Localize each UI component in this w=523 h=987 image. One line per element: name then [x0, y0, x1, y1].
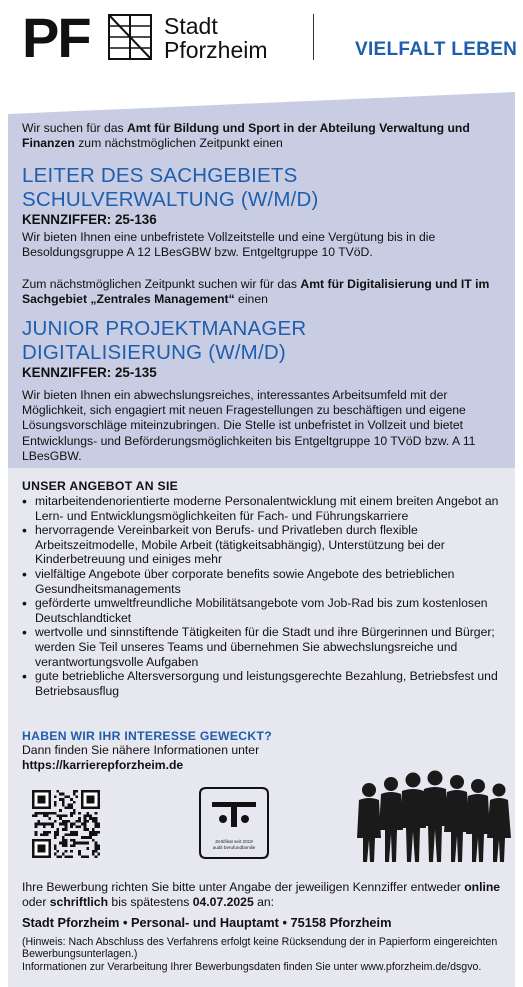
job1-title — [22, 164, 506, 212]
header-divider — [313, 14, 314, 60]
job2-intro — [22, 277, 506, 307]
job1-title-line1: LEITER DES SACHGEBIETS — [22, 164, 298, 187]
apply-text-post: an: — [253, 895, 275, 909]
certificate-line2: audit berufundfamilie — [212, 845, 256, 850]
job2-kennziffer: KENNZIFFER: 25-135 — [22, 365, 157, 380]
city-name-line2: Pforzheim — [164, 37, 268, 63]
privacy-notice: Informationen zur Verarbeitung Ihrer Bewerbungsdaten finden Sie unter www.pforzheim.de/dsgvo. — [22, 961, 482, 973]
job1-title-line2: SCHULVERWALTUNG (W/M/D) — [22, 188, 319, 211]
benefits-list — [22, 494, 506, 698]
business-people-silhouette-icon — [355, 768, 513, 864]
page-header — [0, 0, 523, 92]
city-logo-icon — [108, 14, 152, 60]
apply-until: bis spätestens — [108, 895, 193, 909]
slogan: VIELFALT LEBEN — [355, 39, 518, 60]
job2-department: Amt für Digitalisierung und IT im Sachgebiet „Zentrales Management“ — [22, 277, 490, 307]
list-item: • vielfältige Angebote über corporate benefits sowie Angebote des betrieblichen Gesundheitsmanagements — [22, 567, 506, 596]
apply-written: schriftlich — [49, 895, 109, 909]
job2-title — [22, 317, 506, 365]
interest-text: Dann finden Sie nähere Informationen unter — [22, 743, 260, 757]
job2-title-line1: JUNIOR PROJEKTMANAGER — [22, 317, 307, 340]
job1-intro-post: zum nächstmöglichen Zeitpunkt einen — [74, 136, 283, 151]
job2-title-line2: DIGITALISIERUNG (W/M/D) — [22, 341, 286, 364]
job1-department: Amt für Bildung und Sport in der Abteilung Verwaltung und Finanzen — [22, 121, 470, 151]
apply-oder: oder — [22, 895, 50, 909]
list-item: • geförderte umweltfreundliche Mobilitätsangebote vom Job-Rad bis zum kostenlosen Deutschlandticket — [22, 596, 506, 625]
qr-code-icon[interactable] — [32, 790, 100, 858]
list-item: • hervorragende Vereinbarkeit von Berufs- und Privatleben durch flexible Arbeitszeitmodelle, Mobile Arbeit (tätigkeitsabhängig), Unterstützung bei der Kinderbetreuung und einiges mehr — [22, 523, 506, 567]
job2-description: Wir bieten Ihnen ein abwechslungsreiches, interessantes Arbeitsumfeld mit der Möglichkeit, sich engagiert mit neuen Fragestellungen zu beschäftigen und eigene Lösungsvorschläge miteinzubringen. Die Stelle ist unbefristet in Vollzeit und bietet Entwicklungs- und Beförderungsmöglichkeiten bis Entgeltgruppe 10 TVöD bzw. A 11 LBesGBW. — [22, 388, 476, 463]
logo-pf-text: PF — [22, 6, 90, 69]
certificate-line1: Zertifikat seit 2018 — [215, 839, 253, 844]
apply-text-pre: Ihre Bewerbung richten Sie bitte unter Angabe der jeweiligen Kennziffer entweder — [22, 880, 465, 894]
job2-intro-post: einen — [234, 292, 268, 307]
city-name — [164, 14, 268, 62]
job1-intro — [22, 121, 506, 151]
list-item: • wertvolle und sinnstiftende Tätigkeiten für die Stadt und ihre Bürgerinnen und Bürger; werden Sie Teil unseres Teams und übernehmen Sie abwechslungsreiche und verantwortungsvolle Aufgaben — [22, 625, 506, 669]
apply-instructions — [22, 880, 506, 910]
interest-heading: HABEN WIR IHR INTERESSE GEWECKT? — [22, 729, 272, 743]
job1-intro-pre: Wir suchen für das — [22, 121, 127, 135]
list-item: • mitarbeitendenorientierte moderne Personalentwicklung mit einem breiten Angebot an Lern- und Entwicklungsmöglichkeiten für Fach- und Führungskarriere — [22, 494, 506, 523]
list-item: • gute betriebliche Altersversorgung und leistungsgerechte Bezahlung, Betriebsfest und Betriebsausflug — [22, 669, 506, 698]
apply-deadline: 04.07.2025 — [192, 895, 254, 909]
apply-online: online — [464, 880, 501, 894]
job2-intro-pre: Zum nächstmöglichen Zeitpunkt suchen wir für das — [22, 277, 301, 291]
postal-address: Stadt Pforzheim • Personal- und Hauptamt • 75158 Pforzheim — [22, 915, 392, 930]
job1-kennziffer: KENNZIFFER: 25-136 — [22, 212, 157, 227]
return-notice: (Hinweis: Nach Abschluss des Verfahrens erfolgt keine Rücksendung der in Papierform eingereichten Bewerbungsunterlagen.) — [22, 936, 498, 960]
city-name-line1: Stadt — [164, 13, 218, 39]
job1-description: Wir bieten Ihnen eine unbefristete Vollzeitstelle und eine Vergütung bis in die Besoldungsgruppe A 12 LBesGBW bzw. Entgeltgruppe 10 TVöD. — [22, 230, 436, 260]
offer-heading: UNSER ANGEBOT AN SIE — [22, 479, 179, 493]
career-link[interactable]: https://karrierepforzheim.de — [22, 758, 184, 772]
